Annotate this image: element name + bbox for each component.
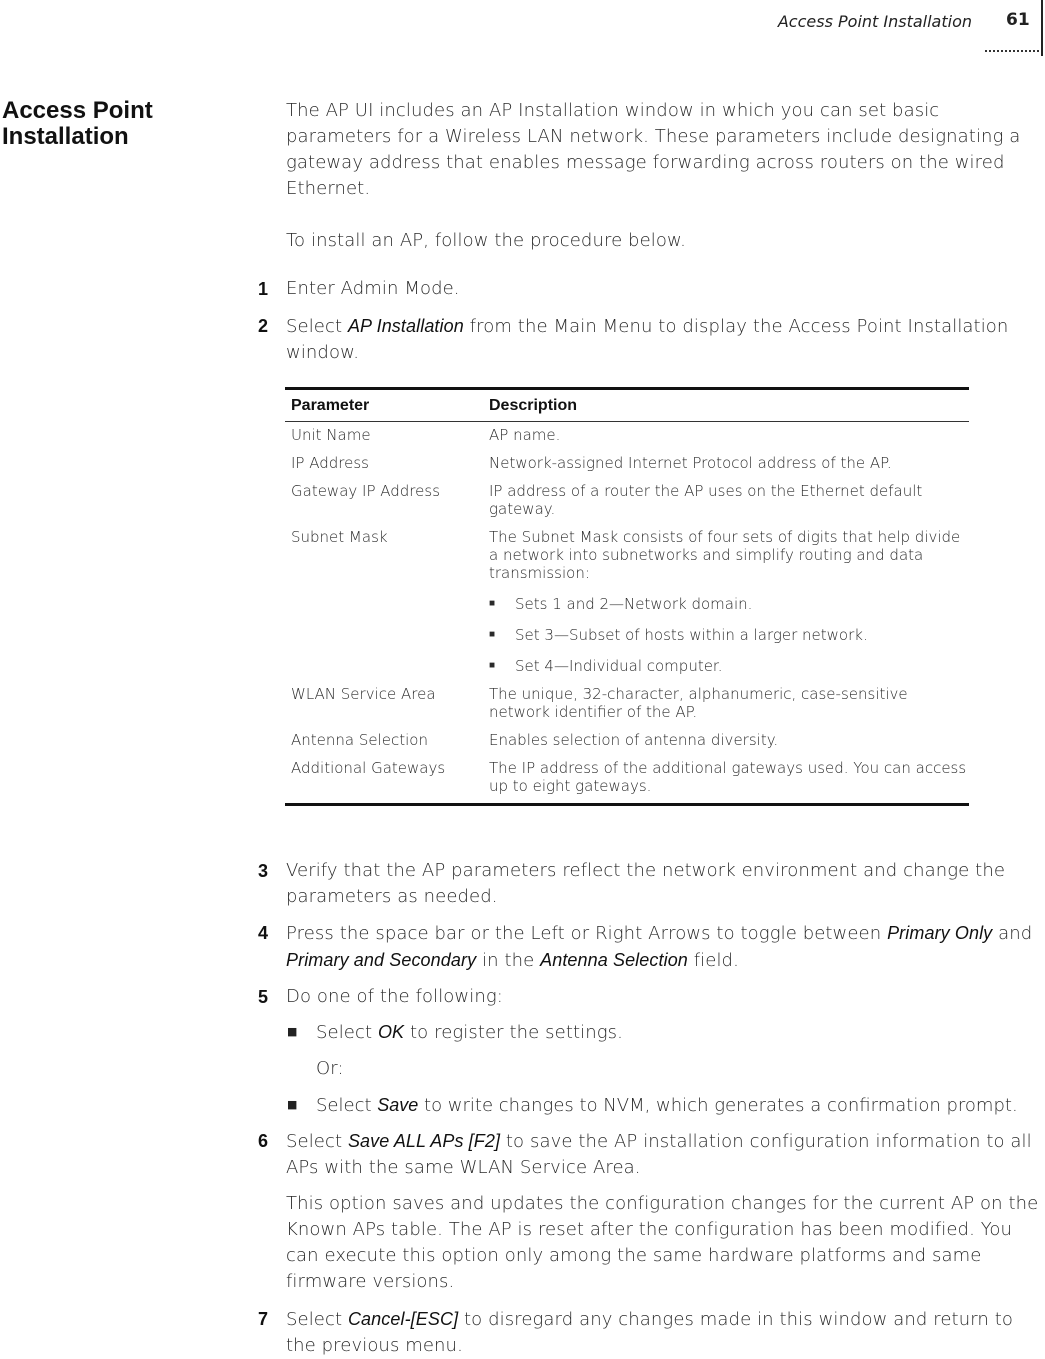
desc-cell: The IP address of the additional gateways used. You can access up to eight gateways. — [483, 755, 969, 805]
list-item — [489, 626, 969, 644]
table-row — [285, 478, 969, 524]
desc-cell: Enables selection of antenna diversity. — [489, 731, 779, 749]
square-bullet-icon: ■ — [489, 598, 496, 609]
step-2-pre: Select — [286, 316, 348, 337]
option-ok-pre: Select — [316, 1022, 378, 1043]
step-number: 6 — [258, 1131, 269, 1151]
column-header-parameter: Parameter — [285, 389, 483, 422]
table-header-row — [285, 389, 969, 422]
desc-cell — [483, 524, 969, 681]
option-save-post: to write changes to NVM, which generates a confirmation prompt. — [418, 1095, 1018, 1116]
step-5-or: Or: — [316, 1058, 344, 1079]
running-head: Access Point Installation — [777, 12, 972, 31]
step-4-emphasis-primary-secondary: Primary and Secondary — [286, 950, 477, 970]
desc-cell: Network-assigned Internet Protocol address of the AP. — [489, 454, 892, 472]
intro-paragraph: The AP UI includes an AP Installation window in which you can set basic parameters for a Wireless LAN network. These parameters include designating a gateway address that enables message forwarding across routers on the wired Ethernet. — [286, 100, 1021, 199]
param-cell: IP Address — [291, 454, 369, 472]
param-cell: WLAN Service Area — [291, 685, 436, 703]
step-4-emphasis-antenna-selection: Antenna Selection — [540, 950, 688, 970]
step-2-emphasis: AP Installation — [347, 316, 464, 336]
step-1-text: Enter Admin Mode. — [286, 278, 460, 299]
table-row — [285, 681, 969, 727]
table-row — [285, 450, 969, 478]
step-4-pre: Press the space bar or the Left or Right Arrows to toggle between — [286, 923, 888, 944]
desc-cell: The unique, 32-character, alphanumeric, case-sensitive network identifier of the AP. — [489, 685, 908, 721]
step-4-text — [286, 920, 1044, 974]
step-5-option-save — [316, 1092, 1045, 1119]
option-ok-emphasis: OK — [377, 1022, 405, 1042]
step-4-mid2: in the — [476, 950, 541, 971]
column-header-description: Description — [483, 389, 969, 422]
list-item-text: Set 4—Individual computer. — [515, 657, 723, 675]
list-item — [489, 657, 969, 675]
step-6-post: to save the AP installation configuration information to all APs with the same WLAN Service Area. — [286, 1131, 1032, 1178]
list-item-text: Set 3—Subset of hosts within a larger network. — [515, 626, 868, 644]
step-2-text — [286, 313, 1044, 366]
page-number: 61 — [1006, 10, 1030, 30]
step-4-post: field. — [687, 950, 739, 971]
step-number: 7 — [258, 1309, 269, 1329]
step-7-text — [286, 1306, 1044, 1359]
param-cell: Unit Name — [291, 426, 371, 444]
option-save-pre: Select — [316, 1095, 378, 1116]
step-4-emphasis-primary-only: Primary Only — [887, 923, 993, 943]
list-item-text: Sets 1 and 2—Network domain. — [515, 595, 753, 613]
step-7-pre: Select — [286, 1309, 348, 1330]
step-number: 3 — [258, 861, 269, 881]
step-number: 2 — [258, 316, 269, 336]
parameter-table — [285, 387, 969, 806]
page-tab-dots — [985, 46, 1039, 52]
step-number: 4 — [258, 923, 269, 943]
step-6-emphasis: Save ALL APs [F2] — [347, 1131, 501, 1151]
square-bullet-icon: ■ — [287, 1025, 298, 1038]
subnet-bullet-list — [489, 595, 969, 675]
param-cell: Subnet Mask — [291, 528, 388, 546]
subnet-description: The Subnet Mask consists of four sets of digits that help divide a network into subnetworks and simplify routing and data transmission: — [489, 528, 961, 582]
square-bullet-icon: ■ — [489, 629, 496, 640]
desc-cell: AP name. — [489, 426, 561, 444]
step-5-text: Do one of the following: — [286, 986, 503, 1007]
step-4-mid1: and — [992, 923, 1033, 944]
param-cell: Antenna Selection — [291, 731, 428, 749]
param-cell: Gateway IP Address — [291, 482, 441, 500]
step-7-emphasis: Cancel-[ESC] — [347, 1309, 459, 1329]
step-5-option-ok — [316, 1019, 1044, 1046]
option-save-emphasis: Save — [377, 1095, 419, 1115]
step-6-pre: Select — [286, 1131, 348, 1152]
step-number: 1 — [258, 279, 269, 299]
step-number: 5 — [258, 987, 269, 1007]
option-ok-post: to register the settings. — [404, 1022, 623, 1043]
square-bullet-icon: ■ — [489, 660, 496, 671]
square-bullet-icon: ■ — [287, 1098, 298, 1111]
page-tab-border — [1041, 0, 1043, 56]
step-6-text — [286, 1128, 1044, 1181]
table-row — [285, 422, 969, 451]
intro-instruction: To install an AP, follow the procedure below. — [286, 230, 686, 251]
list-item — [489, 595, 969, 613]
table-row — [285, 755, 969, 805]
table-row — [285, 524, 969, 681]
table-row — [285, 727, 969, 755]
param-cell: Additional Gateways — [285, 755, 483, 805]
step-2-post: from the Main Menu to display the Access Point Installation window. — [286, 316, 1009, 363]
step-3-text: Verify that the AP parameters reflect the network environment and change the parameters as needed. — [286, 860, 1006, 907]
step-6-note: This option saves and updates the configuration changes for the current AP on the Known APs table. The AP is reset after the configuration has been modified. You can execute this option only among the same hardware platforms and same firmware versions. — [286, 1193, 1039, 1292]
section-title: Access Point Installation — [2, 97, 153, 150]
step-7-post: to disregard any changes made in this window and return to the previous menu. — [286, 1309, 1014, 1356]
desc-cell: IP address of a router the AP uses on the Ethernet default gateway. — [489, 482, 923, 518]
